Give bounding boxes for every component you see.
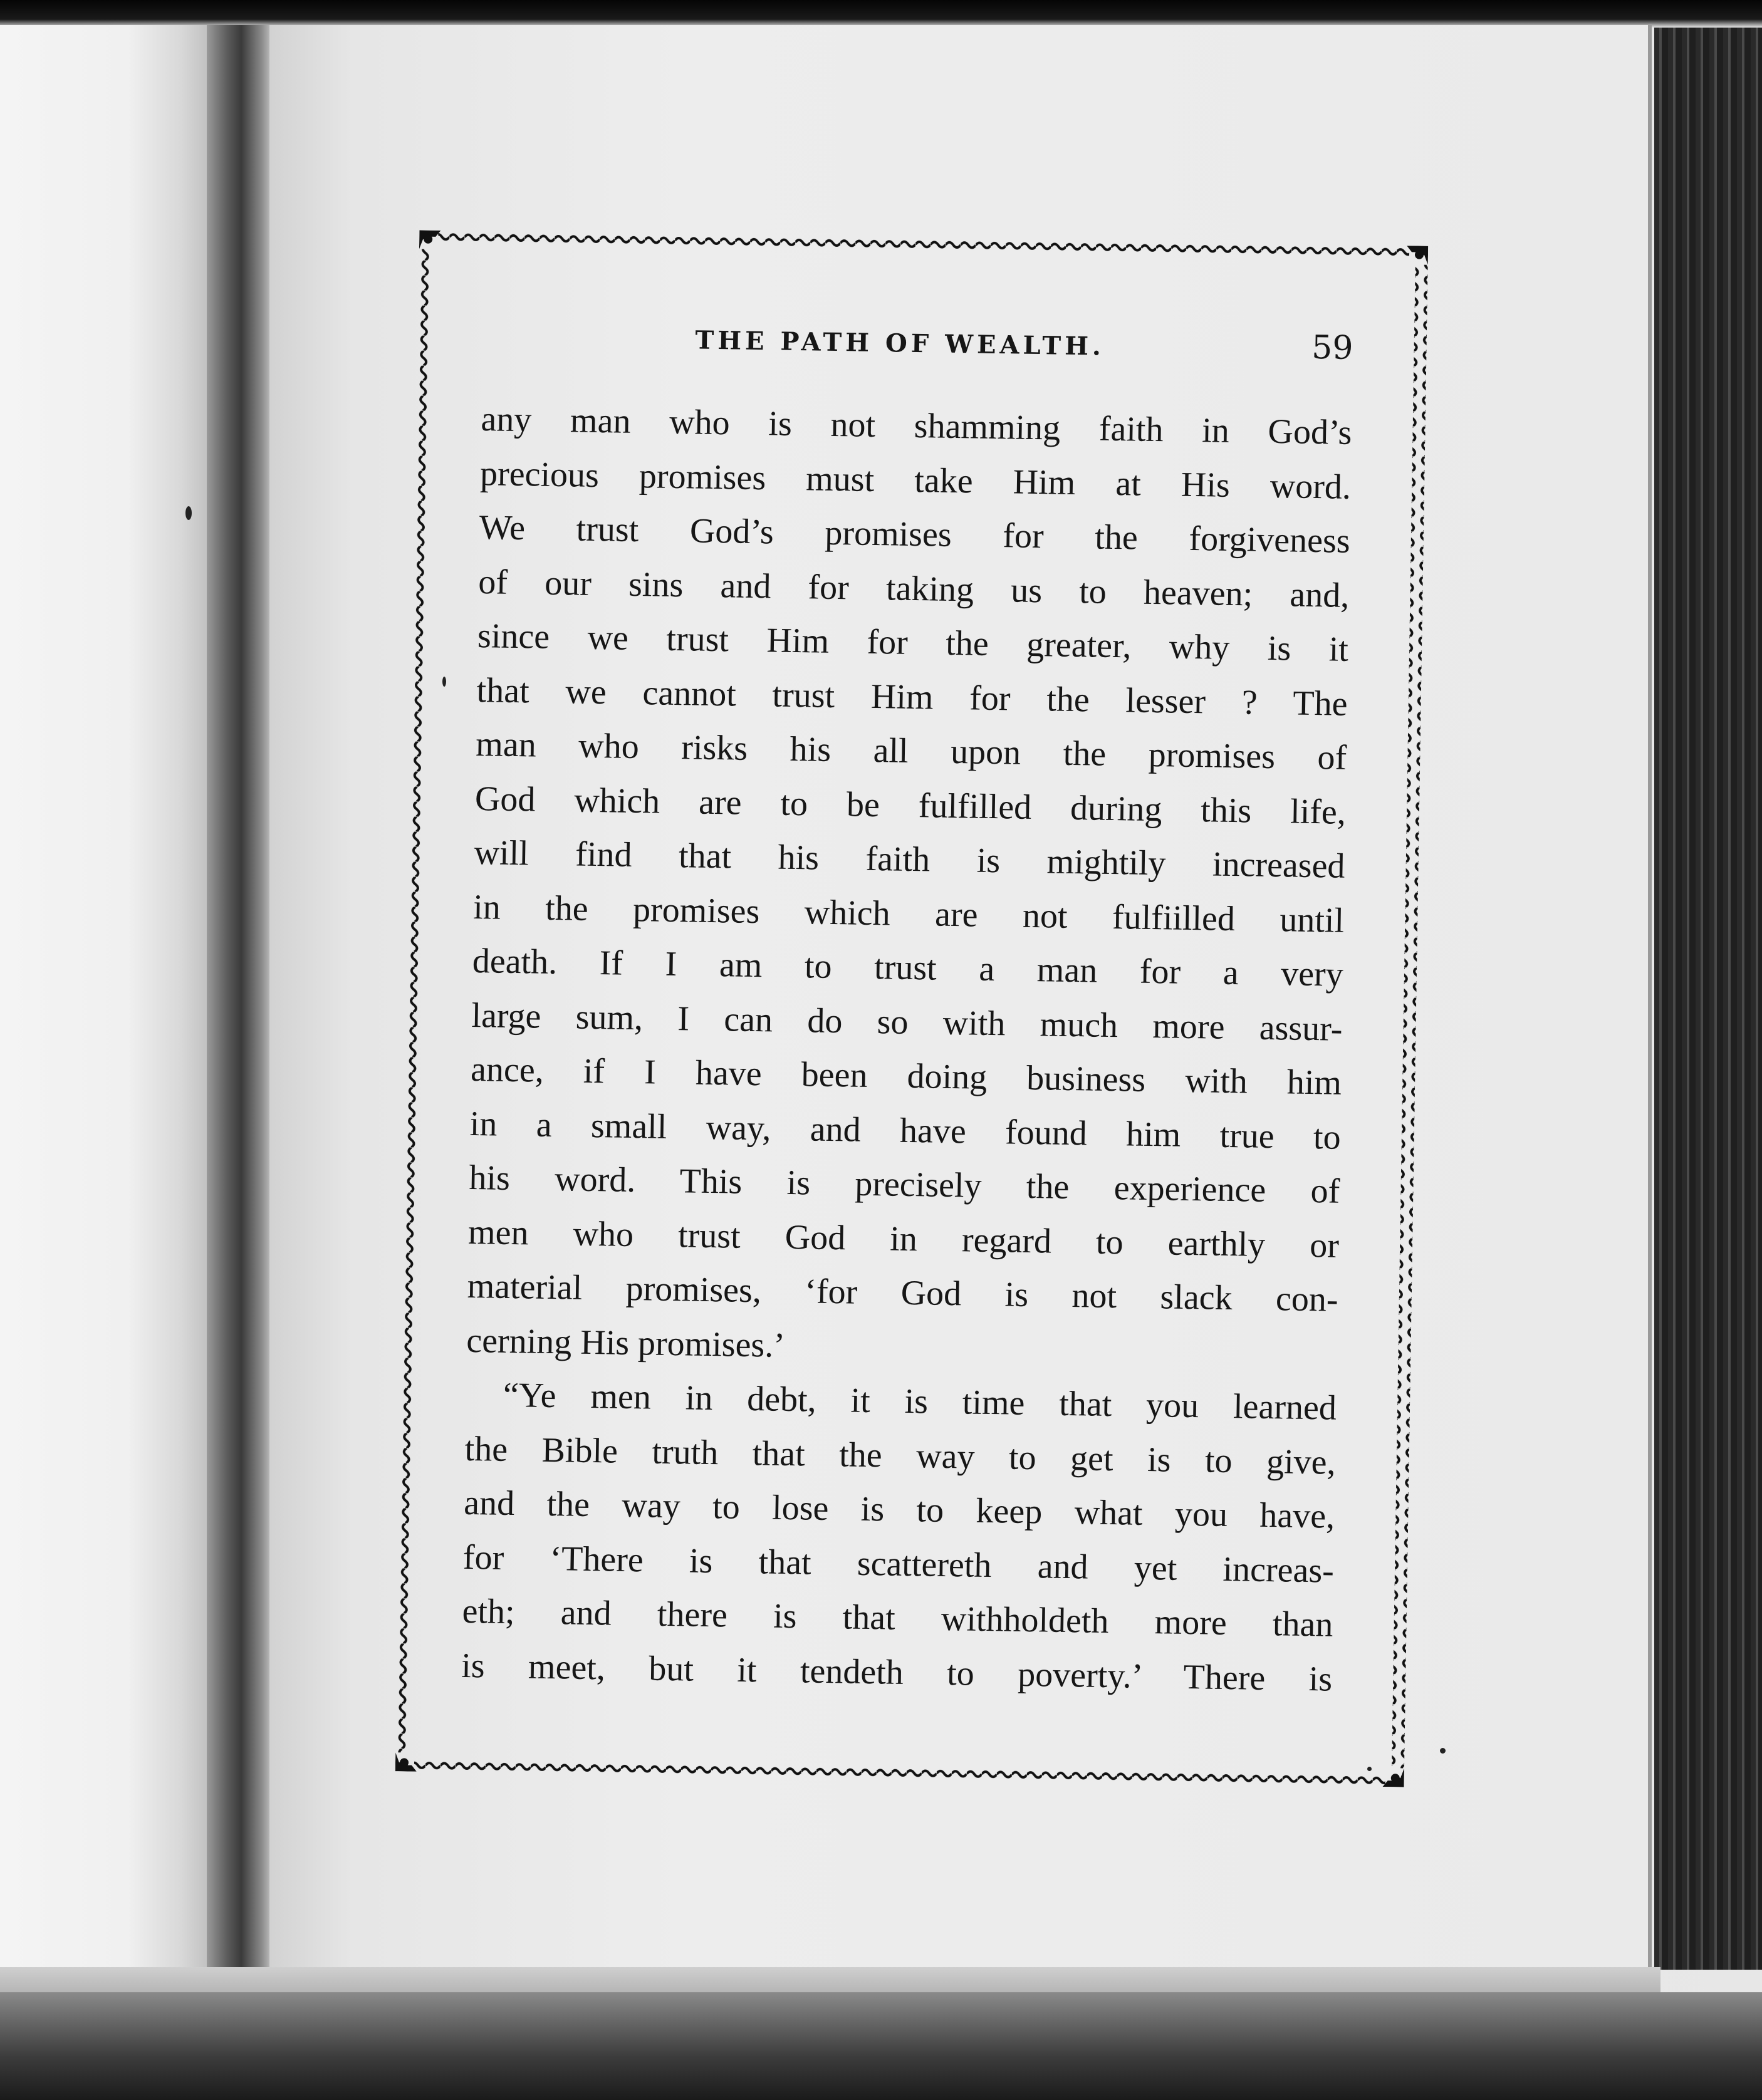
text-line: cerning His promises.’	[466, 1321, 786, 1365]
facing-page	[0, 25, 213, 1980]
text-line: large sum, I can do so with much more assur-	[471, 995, 1343, 1049]
page-text-block	[461, 316, 1353, 1707]
text-line: precious promises must take Him at His word.	[479, 454, 1352, 507]
text-line: for ‘There is that scattereth and yet increas-	[462, 1537, 1335, 1591]
page-edges	[1654, 28, 1762, 1970]
speck	[185, 506, 192, 520]
scan-top-edge	[0, 0, 1762, 28]
text-line: will find that his faith is mightily increased	[474, 833, 1345, 886]
text-line: God which are to be fulfilled during this life,	[474, 779, 1347, 832]
text-line: “Ye men in debt, it is time that you learned	[503, 1375, 1337, 1428]
text-line: in a small way, and have found him true to	[469, 1104, 1342, 1157]
text-line: his word. This is precisely the experience of	[468, 1158, 1340, 1211]
text-line: men who trust God in regard to earthly or	[467, 1212, 1340, 1266]
text-line: eth; and there is that withholdeth more than	[462, 1591, 1333, 1645]
text-line: We trust God’s promises for the forgiveness	[479, 508, 1351, 561]
body-text	[461, 392, 1352, 1707]
book-gutter	[207, 25, 276, 1980]
text-line: of our sins and for taking us to heaven; and,	[477, 562, 1350, 615]
scan-bottom-edge	[0, 1992, 1762, 2100]
text-line: in the promises which are not fulfiilled until	[472, 887, 1345, 940]
text-line: man who risks his all upon the promises of	[475, 725, 1347, 777]
speck	[1440, 1748, 1446, 1754]
running-head	[481, 316, 1353, 398]
text-line: and the way to lose is to keep what you have,	[463, 1483, 1335, 1536]
text-line: since we trust Him for the greater, why is it	[477, 616, 1349, 669]
text-line: any man who is not shamming faith in God’s	[481, 400, 1352, 452]
running-head-title: THE PATH OF WEALTH.	[695, 325, 1105, 361]
page-number: 59	[1311, 328, 1353, 367]
text-line: ance, if I have been doing business with him	[470, 1049, 1342, 1103]
text-line: that we cannot trust Him for the lesser ? The	[476, 670, 1348, 724]
text-line: material promises, ‘for God is not slack con-	[467, 1266, 1339, 1319]
text-line: the Bible truth that the way to get is to give,	[464, 1429, 1336, 1482]
text-line: death. If I am to trust a man for a very	[472, 941, 1344, 994]
text-line: is meet, but it tendeth to poverty.’ There is	[461, 1646, 1333, 1699]
